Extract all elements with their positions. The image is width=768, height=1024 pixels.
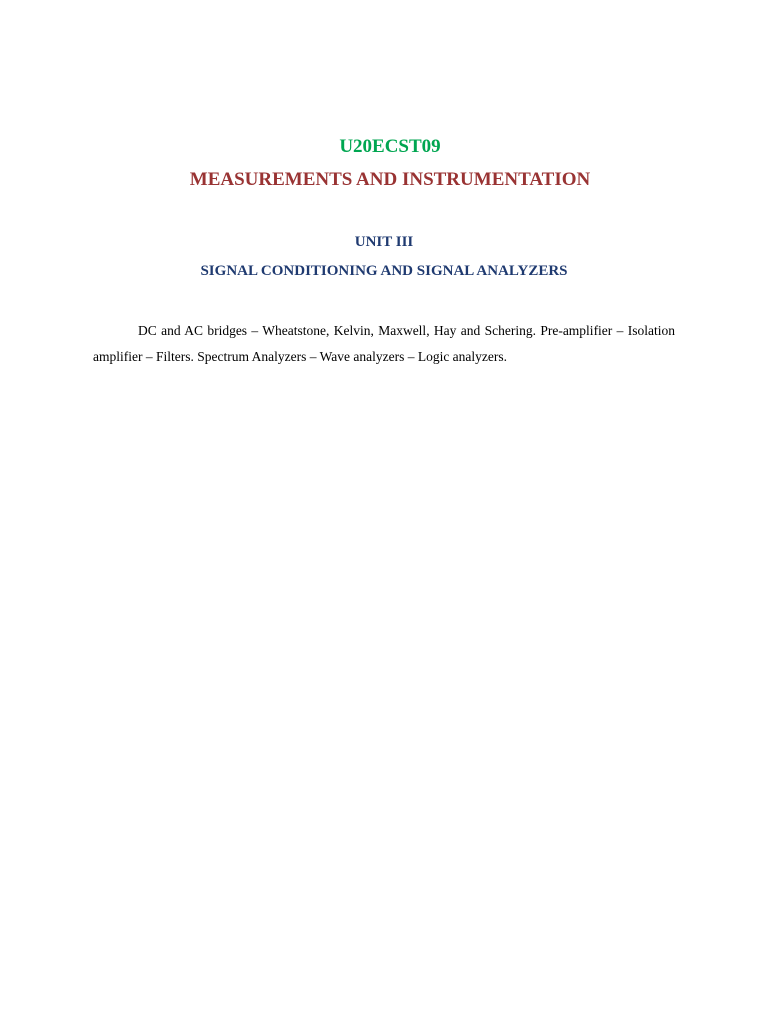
unit-title-heading: SIGNAL CONDITIONING AND SIGNAL ANALYZERS <box>200 263 568 279</box>
course-code-heading: U20ECST09 <box>339 136 441 157</box>
unit-number-heading: UNIT III <box>354 234 414 250</box>
syllabus-paragraph: DC and AC bridges – Wheatstone, Kelvin, Maxwell, Hay and Schering. Pre-amplifier – Isolation amplifier – Filters. Spectrum Analyzers – Wave analyzers – Logic analyzers. <box>93 323 675 364</box>
course-title-heading: MEASUREMENTS AND INSTRUMENTATION <box>189 169 591 190</box>
